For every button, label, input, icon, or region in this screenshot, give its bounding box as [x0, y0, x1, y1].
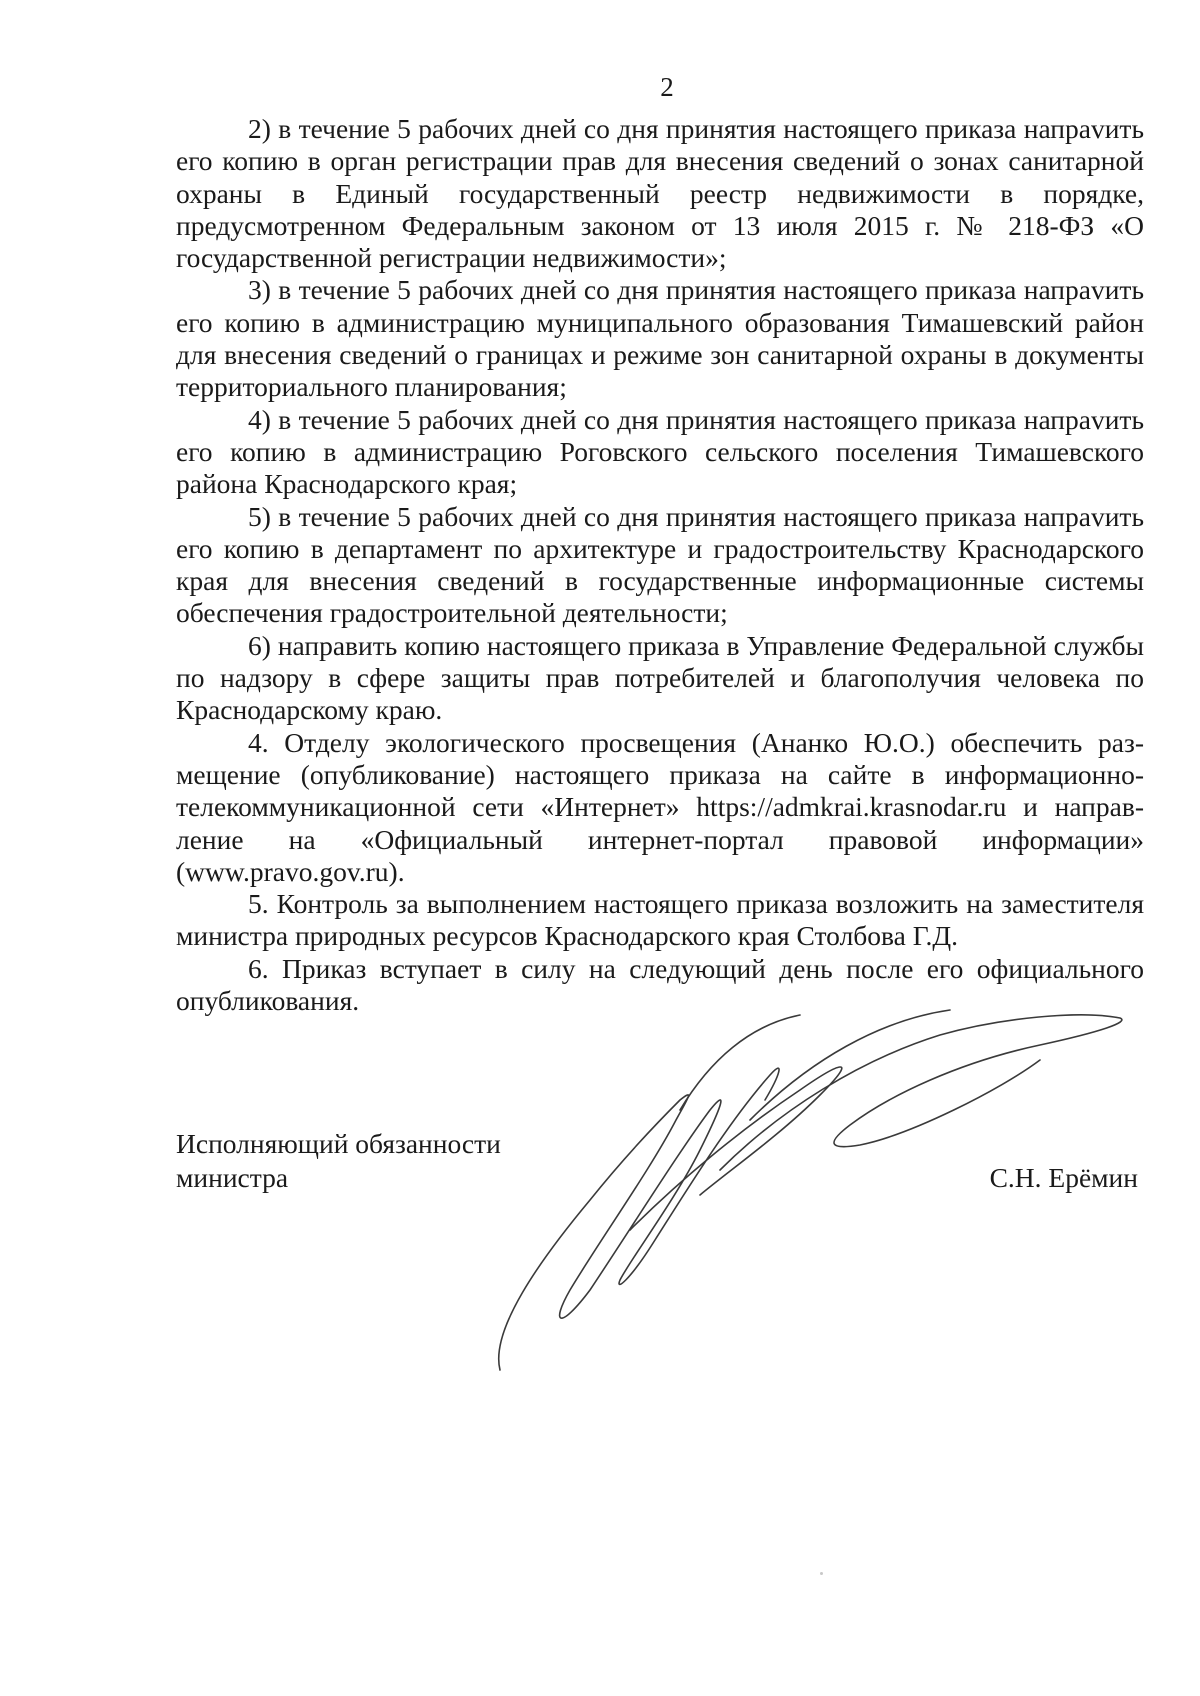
- handwritten-signature: [480, 1000, 1160, 1400]
- paragraph: 6. Приказ вступает в силу на следующий день после его официального опубликования.: [176, 952, 1144, 1017]
- signer-name: С.Н. Ерёмин: [989, 1162, 1138, 1193]
- paragraph: 4) в течение 5 рабочих дней со дня принятия настоящего приказа напраvить его копию в администрацию Роговского сельского поселения Тимашевского района Краснодарского края;: [176, 403, 1144, 500]
- paragraph: 5) в течение 5 рабочих дней со дня принятия настоящего приказа напраvить его копию в департамент по архитектуре и градостроительству Краснодарского края для внесения сведений в государственные информационные системы обеспечения градостроительной деятельности;: [176, 500, 1144, 629]
- signer-title: министра: [176, 1162, 289, 1193]
- signer-title: Исполняющий обязанности: [176, 1128, 501, 1159]
- scan-artifact: [820, 1572, 823, 1575]
- paragraph: 6) направить копию настоящего приказа в Управление Федеральной службы по надзору в сфере защиты прав потребителей и благополучия человека по Краснодарскому краю.: [176, 629, 1144, 726]
- paragraph: 2) в течение 5 рабочих дней со дня принятия настоящего приказа напраvить его копию в орган регистрации прав для внесения сведений о зонах санитарной охраны в Единый государственный реестр недвижимости в порядке, предусмотренном Федеральным законом от 13 июля 2015 г. № 218-ФЗ «О государственной регистрации недвижимости»;: [176, 113, 1144, 274]
- page-number: 2: [660, 72, 674, 102]
- paragraph: 3) в течение 5 рабочих дней со дня принятия настоящего приказа напраvить его копию в администрацию муниципального образования Тимашевский район для внесения сведений о границах и режиме зон санитарной охраны в документы территориального планирования;: [176, 274, 1144, 403]
- document-body: [176, 113, 1144, 1017]
- signature-block: [176, 1127, 1144, 1195]
- paragraph: 5. Контроль за выполнением настоящего приказа возложить на заместителя министра природных ресурсов Краснодарского края Столбова Г.Д.: [176, 888, 1144, 952]
- paragraph: 4. Отделу экологического просвещения (Ананко Ю.О.) обеспечить размещение (опубликование) настоящего приказа на сайте в информационно-телекоммуникационной сети «Интернет» https://admkrai.krasnodar.ru и направление на «Официальный интернет-портал правовой информации» (www.pravo.gov.ru).: [176, 726, 1144, 887]
